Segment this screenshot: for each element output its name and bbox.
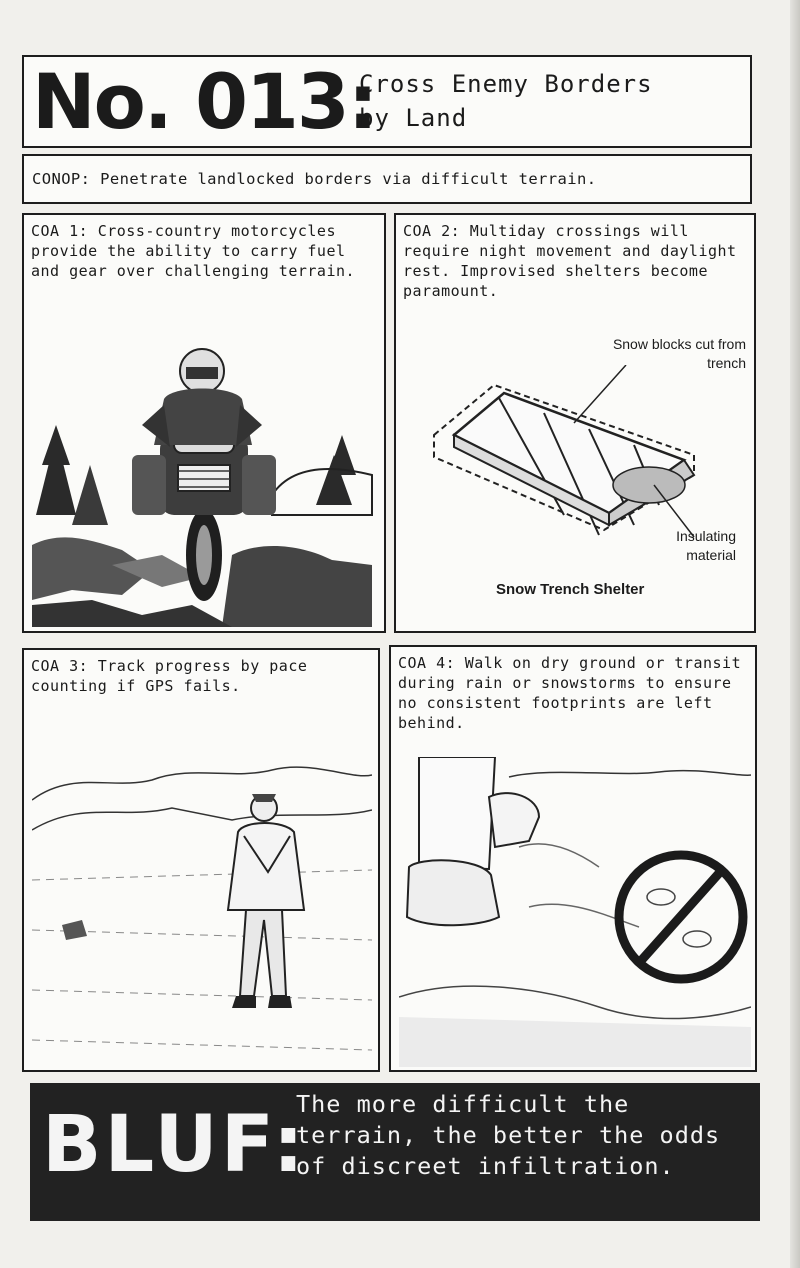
page-edge <box>790 0 800 1268</box>
panel-coa-1 <box>22 213 386 633</box>
bluf-text: The more difficult the terrain, the better the odds of discreet infiltration. <box>296 1090 721 1180</box>
hiker-illustration <box>32 760 372 1066</box>
page-title: Cross Enemy Borders by Land <box>359 70 653 132</box>
title-box <box>22 55 752 148</box>
entry-number: No. 013: <box>32 57 377 146</box>
motorcycle-illustration <box>32 315 376 627</box>
conop-box <box>22 154 752 204</box>
panel-coa-2 <box>394 213 756 633</box>
panel-label: COA 1: Cross-country motorcycles provide the ability to carry fuel and gear over challenging terrain. <box>31 222 356 280</box>
panel-label: COA 3: Track progress by pace counting if GPS fails. <box>31 657 308 695</box>
footprint-illustration <box>399 757 751 1067</box>
callout-insulating-material: Insulating material <box>676 528 736 563</box>
panel-coa-3 <box>22 648 380 1072</box>
panel-label: COA 4: Walk on dry ground or transit during rain or snowstorms to ensure no consistent footprints are left behind. <box>398 654 742 732</box>
bluf-label: BLUF: <box>42 1100 307 1190</box>
conop-text: CONOP: Penetrate landlocked borders via difficult terrain. <box>32 170 597 188</box>
bluf-box <box>30 1083 760 1221</box>
panel-coa-4 <box>389 645 757 1072</box>
diagram-caption: Snow Trench Shelter <box>496 581 645 598</box>
callout-snow-blocks: Snow blocks cut from trench <box>612 336 746 371</box>
panel-label: COA 2: Multiday crossings will require night movement and daylight rest. Improvised shelters become paramount. <box>403 222 737 300</box>
